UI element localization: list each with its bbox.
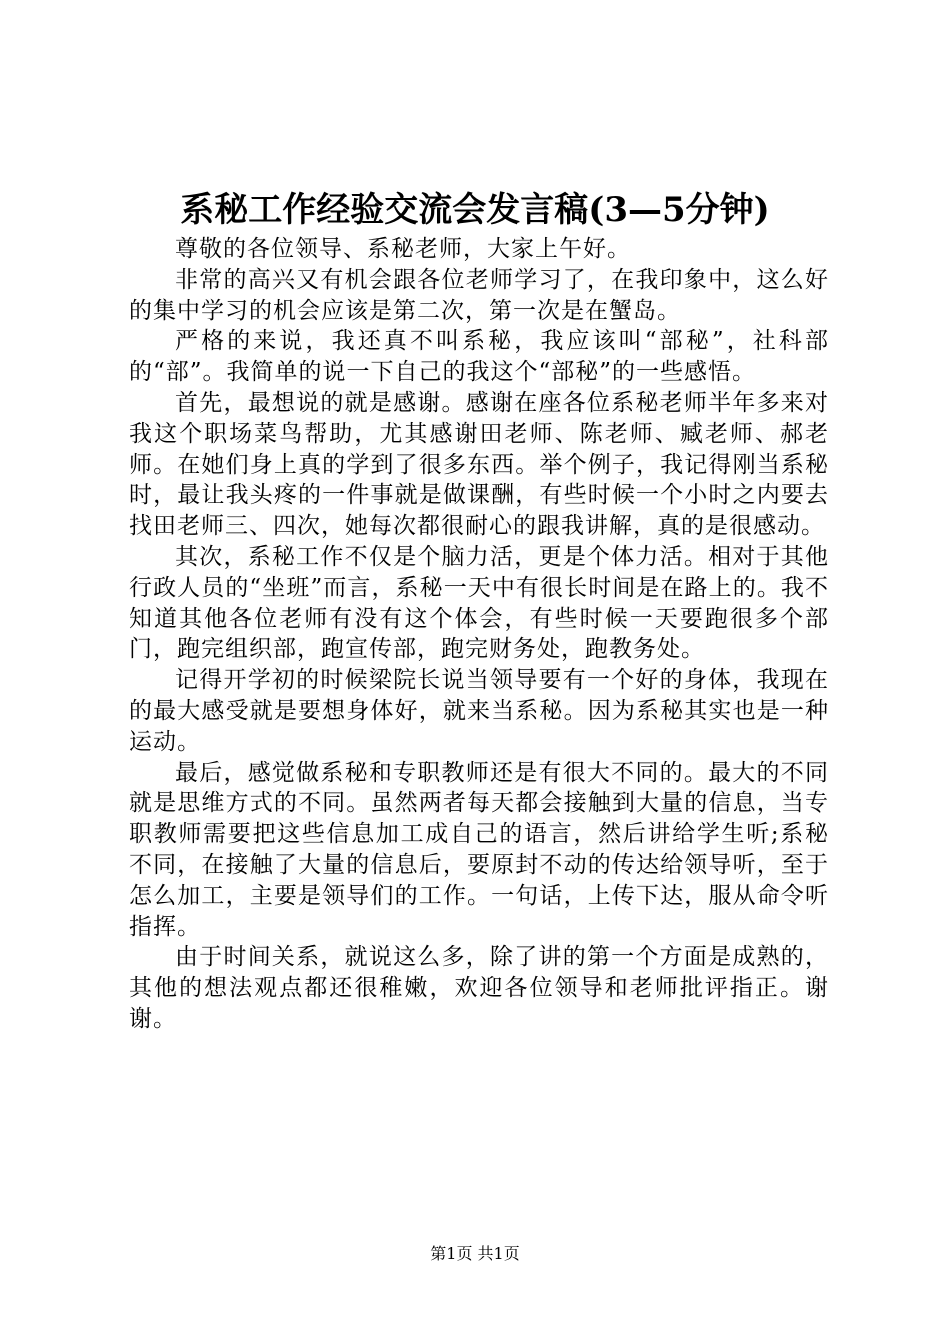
paragraph-closing: 由于时间关系，就说这么多，除了讲的第一个方面是成熟的，其他的想法观点都还很稚嫩，欢迎各位领导和老师批评指正。谢谢。 [129,944,829,1032]
paragraph-differences: 最后，感觉做系秘和专职教师还是有很大不同的。最大的不同就是思维方式的不同。虽然两者每天都会接触到大量的信息，当专职教师需要把这些信息加工成自己的语言，然后讲给学生听;系秘不同，在接触了大量的信息后，要原封不动的传达给领导听，至于怎么加工，主要是领导们的工作。一句话，上传下达，服从命令听指挥。 [129,759,829,940]
paragraph-physical-work: 其次，系秘工作不仅是个脑力活，更是个体力活。相对于其他行政人员的“坐班”而言，系秘一天中有很长时间是在路上的。我不知道其他各位老师有没有这个体会，有些时候一天要跑很多个部门，跑完组织部，跑宣传部，跑完财务处，跑教务处。 [129,543,829,663]
paragraph-thanks: 首先，最想说的就是感谢。感谢在座各位系秘老师半年多来对我这个职场菜鸟帮助，尤其感谢田老师、陈老师、臧老师、郝老师。在她们身上真的学到了很多东西。举个例子，我记得刚当系秘时，最让我头疼的一件事就是做课酬，有些时候一个小时之内要去找田老师三、四次，她每次都很耐心的跟我讲解，真的是很感动。 [129,389,829,540]
paragraph-role: 严格的来说，我还真不叫系秘，我应该叫“部秘”，社科部的“部”。我简单的说一下自己的我这个“部秘”的一些感悟。 [129,328,829,386]
page-footer: 第1页 共1页 [430,1244,520,1263]
paragraph-intro: 非常的高兴又有机会跟各位老师学习了，在我印象中，这么好的集中学习的机会应该是第二次，第一次是在蟹岛。 [129,266,829,324]
paragraph-health: 记得开学初的时候梁院长说当领导要有一个好的身体，我现在的最大感受就是要想身体好，就来当系秘。因为系秘其实也是一种运动。 [129,667,829,755]
paragraph-greeting: 尊敬的各位领导、系秘老师，大家上午好。 [175,236,631,262]
document-title: 系秘工作经验交流会发言稿(3—5分钟) [180,190,770,230]
document-body [129,234,829,1035]
